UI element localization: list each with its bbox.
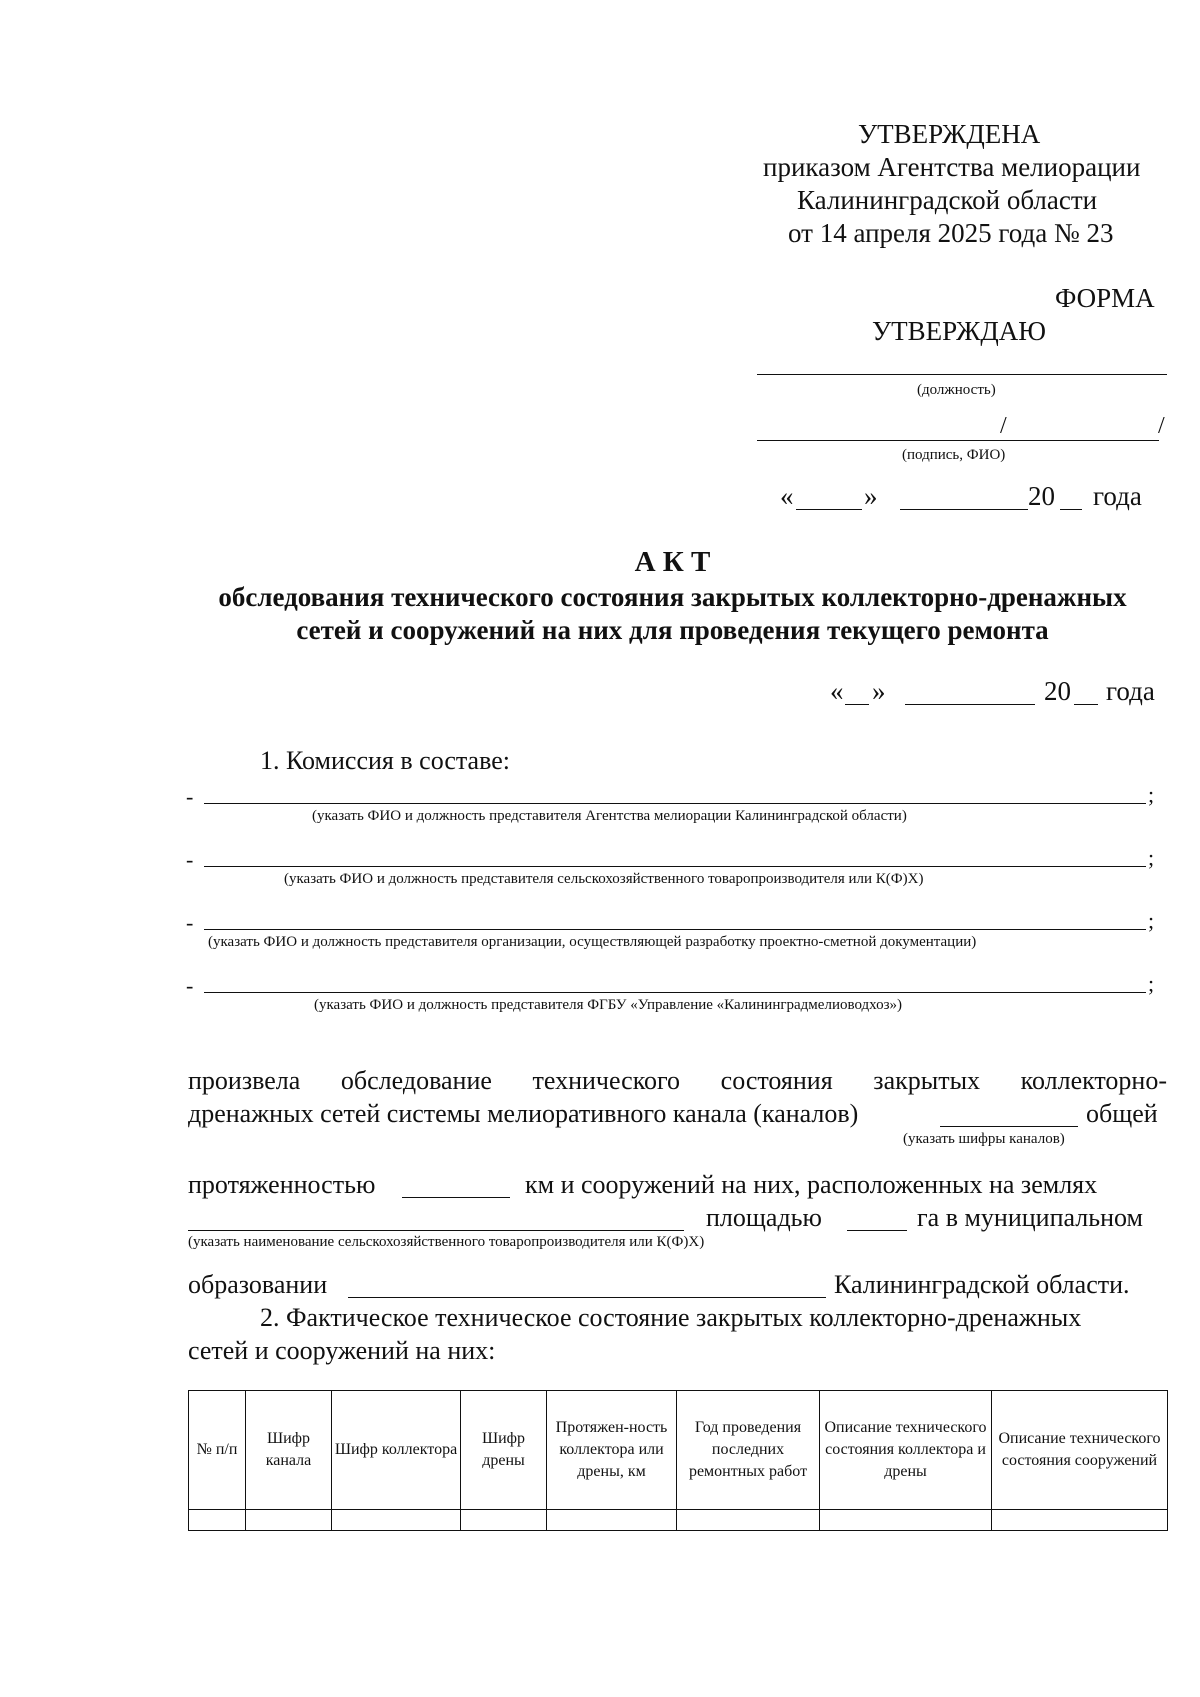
signature-line (757, 440, 1159, 441)
approve-date-day-line (796, 509, 862, 510)
table-header-cell: Шифр канала (246, 1391, 332, 1510)
signature-caption: (подпись, ФИО) (902, 447, 1006, 463)
approve-date-month-line (900, 509, 1028, 510)
paragraph-line-1-text: произвела обследование технического состояния закрытых коллекторно- (188, 1066, 1167, 1095)
member-dash: - (186, 784, 194, 809)
act-date-month-line (905, 704, 1035, 705)
section2-line-2: сетей и сооружений на них: (188, 1336, 496, 1365)
member-dash: - (186, 847, 194, 872)
member-semicolon: ; (1148, 782, 1155, 807)
channels-caption: (указать шифры каналов) (903, 1131, 1065, 1147)
approval-line-3: от 14 апреля 2025 года № 23 (788, 218, 1114, 248)
paragraph-line-2b: общей (1086, 1099, 1158, 1128)
form-label: ФОРМА (1055, 283, 1155, 313)
approve-title: УТВЕРЖДАЮ (872, 316, 1047, 346)
table-header-cell: Описание технического состояния коллектора и дрены (820, 1391, 992, 1510)
table-header-cell: Протяжен-ность коллектора или дрены, км (547, 1391, 677, 1510)
condition-table (188, 1390, 1168, 1531)
paragraph-line-3a: протяженностью (188, 1170, 376, 1199)
member-caption: (указать ФИО и должность представителя Агентства мелиорации Калининградской области) (312, 808, 907, 824)
member-semicolon: ; (1148, 845, 1155, 870)
paragraph-line-2a: дренажных сетей системы мелиоративного канала (каналов) (188, 1099, 859, 1128)
paragraph-line-1 (188, 1066, 1167, 1096)
approve-date-open: « (780, 481, 794, 511)
act-date-day-line (845, 704, 869, 705)
signature-slash-2: / (1158, 413, 1165, 439)
approve-date-close: » (864, 481, 878, 511)
table-header-cell: Шифр дрены (461, 1391, 547, 1510)
member-caption: (указать ФИО и должность представителя сельскохозяйственного товаропроизводителя или К(Ф)Х) (284, 871, 924, 887)
paragraph-line-3b: км и сооружений на них, расположенных на землях (525, 1170, 1098, 1199)
commission-heading: 1. Комиссия в составе: (260, 746, 510, 775)
table-header-cell: № п/п (189, 1391, 246, 1510)
channels-line (940, 1126, 1078, 1127)
member-line (204, 803, 1146, 804)
signature-slash-1: / (1000, 413, 1007, 439)
paragraph-line-5b: Калининградской области. (834, 1270, 1130, 1299)
paragraph-line-5a: образовании (188, 1270, 328, 1299)
approve-year-line (1060, 509, 1082, 510)
member-dash: - (186, 910, 194, 935)
length-line (402, 1197, 510, 1198)
position-caption: (должность) (917, 382, 996, 398)
paragraph-line-4b: га в муниципальном (917, 1203, 1143, 1232)
producer-caption: (указать наименование сельскохозяйственного товаропроизводителя или К(Ф)Х) (188, 1234, 705, 1250)
section2-line-1: 2. Фактическое техническое состояние закрытых коллекторно-дренажных (260, 1303, 1082, 1332)
table-header-cell: Шифр коллектора (332, 1391, 461, 1510)
approval-line-1: приказом Агентства мелиорации (763, 152, 1141, 182)
member-line (204, 866, 1146, 867)
member-semicolon: ; (1148, 971, 1155, 996)
table-cell (189, 1510, 246, 1531)
table-header-cell: Описание технического состояния сооружений (992, 1391, 1168, 1510)
act-title: А К Т (634, 546, 711, 578)
act-year-word: года (1106, 676, 1155, 706)
producer-line (188, 1230, 684, 1231)
table-cell (332, 1510, 461, 1531)
area-line (847, 1230, 907, 1231)
member-dash: - (186, 973, 194, 998)
member-caption: (указать ФИО и должность представителя организации, осуществляющей разработку проектно-сметной документации) (208, 934, 977, 950)
position-line (757, 374, 1167, 375)
member-line (204, 992, 1146, 993)
act-year-line (1074, 704, 1098, 705)
act-date-close: » (872, 676, 886, 706)
act-subtitle-line-2: сетей и сооружений на них для проведения текущего ремонта (296, 615, 1049, 645)
municipality-line (348, 1297, 826, 1298)
approve-year-word: года (1093, 481, 1142, 511)
table-cell (820, 1510, 992, 1531)
member-line (204, 929, 1146, 930)
table-header-row (189, 1391, 1168, 1510)
act-date-open: « (830, 676, 844, 706)
table-cell (677, 1510, 820, 1531)
table-cell (461, 1510, 547, 1531)
member-semicolon: ; (1148, 908, 1155, 933)
member-caption: (указать ФИО и должность представителя ФГБУ «Управление «Калининградмелиоводхоз») (314, 997, 902, 1013)
table-cell (992, 1510, 1168, 1531)
approval-line-2: Калининградской области (797, 185, 1098, 215)
approval-title: УТВЕРЖДЕНА (858, 119, 1041, 149)
table-row (189, 1510, 1168, 1531)
approve-year-prefix: 20 (1028, 481, 1055, 511)
act-subtitle-line-1: обследования технического состояния закрытых коллекторно-дренажных (218, 582, 1127, 612)
table-cell (547, 1510, 677, 1531)
table-cell (246, 1510, 332, 1531)
paragraph-line-4a: площадью (706, 1203, 822, 1232)
act-year-prefix: 20 (1044, 676, 1071, 706)
table-header-cell: Год проведения последних ремонтных работ (677, 1391, 820, 1510)
